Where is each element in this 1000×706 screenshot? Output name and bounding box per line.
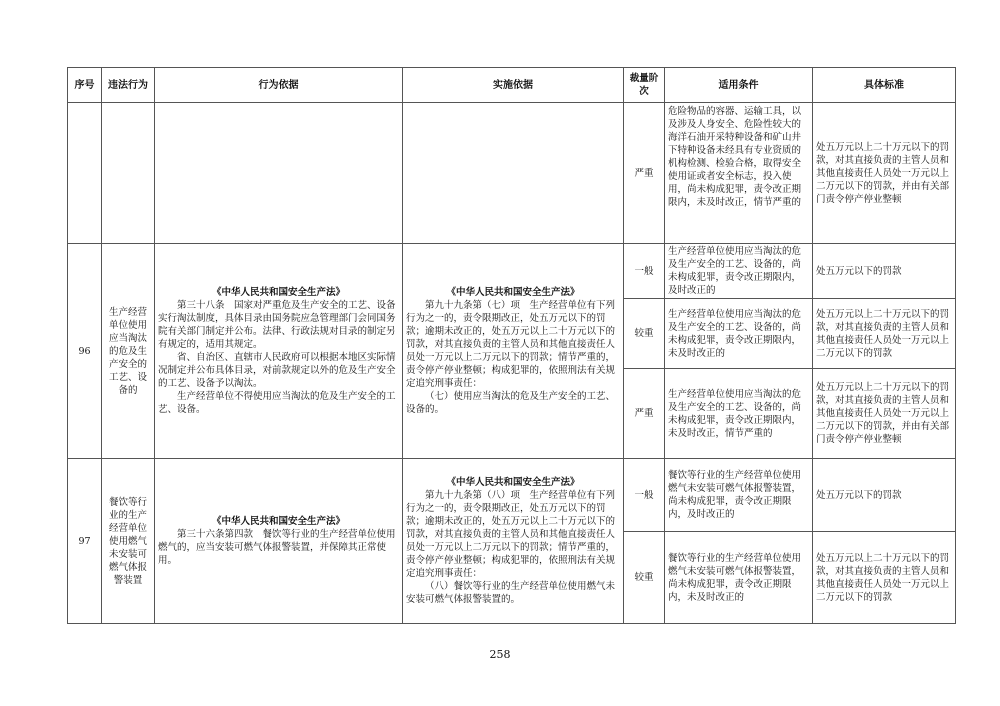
cell-standard: 处五万元以下的罚款 <box>813 244 956 299</box>
impl-paragraph: 第九十九条第（八）项 生产经营单位有下列行为之一的，责令限期改正，处五万元以下的罚款；逾期未改正的，处五万元以上二十万元以下的罚款，对其直接负责的主管人员和其他直接责任人员处一万元以上二万元以下的罚款；情节严重的，责令停产停业整顿；构成犯罪的，依照刑法有关规定追究刑事责任： <box>406 490 616 579</box>
col-header-standard: 具体标准 <box>813 68 956 103</box>
cell-standard: 处五万元以上二十万元以下的罚款，对其直接负责的主管人员和其他直接责任人员处一万元以上二万元以下的罚款 <box>813 299 956 369</box>
impl-paragraph: 第九十九条第（七）项 生产经营单位有下列行为之一的，责令限期改正，处五万元以下的罚款；逾期未改正的，处五万元以上二十万元以下的罚款，对其直接负责的主管人员和其他直接责任人员处一万元以上二万元以下的罚款；情节严重的，责令停产停业整顿；构成犯罪的，依照刑法有关规定追究刑事责任： <box>406 300 616 389</box>
cell-implementation <box>403 459 624 624</box>
cell-number: 96 <box>68 244 102 459</box>
cell-condition: 餐饮等行业的生产经营单位使用燃气未安装可燃气体报警装置，尚未构成犯罪，责令改正期限内，未及时改正的 <box>665 532 813 624</box>
cell-behavior: 餐饮等行业的生产经营单位使用燃气未安装可燃气体报警装置 <box>102 459 155 624</box>
cell-condition: 危险物品的容器、运输工具，以及涉及人身安全、危险性较大的海洋石油开采特种设备和矿山井下特种设备未经具有专业资质的机构检测、检验合格，取得安全使用证或者安全标志，投入使用，尚未构成犯罪，责令改正期限内，未及时改正，情节严重的 <box>665 103 813 244</box>
col-header-level: 裁量阶次 <box>624 68 665 103</box>
impl-paragraph: （八）餐饮等行业的生产经营单位使用燃气未安装可燃气体报警装置的。 <box>406 581 616 605</box>
col-header-behavior: 违法行为 <box>102 68 155 103</box>
cell-impl-empty <box>403 103 624 244</box>
cell-condition: 生产经营单位使用应当淘汰的危及生产安全的工艺、设备的，尚未构成犯罪，责令改正期限内，未及时改正的 <box>665 299 813 369</box>
table-row-continued <box>68 103 956 244</box>
basis-law-title: 《中华人民共和国安全生产法》 <box>211 287 345 298</box>
cell-level: 一般 <box>624 244 665 299</box>
cell-implementation <box>403 244 624 459</box>
cell-behavior: 生产经营单位使用应当淘汰的危及生产安全的工艺、设备的 <box>102 244 155 459</box>
cell-basis <box>155 244 403 459</box>
cell-level: 严重 <box>624 369 665 459</box>
cell-standard: 处五万元以上二十万元以下的罚款，对其直接负责的主管人员和其他直接责任人员处一万元以上二万元以下的罚款 <box>813 532 956 624</box>
basis-law-title: 《中华人民共和国安全生产法》 <box>211 516 345 527</box>
col-header-number: 序号 <box>68 68 102 103</box>
table-row-96 <box>68 244 956 299</box>
table-row-97 <box>68 459 956 532</box>
cell-standard: 处五万元以下的罚款 <box>813 459 956 532</box>
col-header-basis: 行为依据 <box>155 68 403 103</box>
penalty-standards-table <box>67 67 956 624</box>
cell-condition: 生产经营单位使用应当淘汰的危及生产安全的工艺、设备的，尚未构成犯罪，责令改正期限内，及时改正的 <box>665 244 813 299</box>
page-number: 258 <box>489 648 511 661</box>
cell-behavior-empty <box>102 103 155 244</box>
cell-standard: 处五万元以上二十万元以下的罚款，对其直接负责的主管人员和其他直接责任人员处一万元以上二万元以下的罚款，并由有关部门责令停产停业整顿 <box>813 369 956 459</box>
cell-standard: 处五万元以上二十万元以下的罚款，对其直接负责的主管人员和其他直接责任人员处一万元以上二万元以下的罚款，并由有关部门责令停产停业整顿 <box>813 103 956 244</box>
col-header-condition: 适用条件 <box>665 68 813 103</box>
cell-level: 一般 <box>624 459 665 532</box>
basis-paragraph: 省、自治区、直辖市人民政府可以根据本地区实际情况制定并公布具体目录，对前款规定以外的危及生产安全的工艺、设备予以淘汰。 <box>158 352 396 389</box>
cell-condition: 生产经营单位使用应当淘汰的危及生产安全的工艺、设备的，尚未构成犯罪，责令改正期限内，未及时改正，情节严重的 <box>665 369 813 459</box>
basis-paragraph: 生产经营单位不得使用应当淘汰的危及生产安全的工艺、设备。 <box>158 391 396 415</box>
col-header-implementation: 实施依据 <box>403 68 624 103</box>
cell-basis-empty <box>155 103 403 244</box>
cell-number-empty <box>68 103 102 244</box>
basis-paragraph: 第三十六条第四款 餐饮等行业的生产经营单位使用燃气的，应当安装可燃气体报警装置，并保障其正常使用。 <box>158 529 396 566</box>
cell-level: 较重 <box>624 532 665 624</box>
impl-law-title: 《中华人民共和国安全生产法》 <box>446 477 580 488</box>
cell-number: 97 <box>68 459 102 624</box>
impl-law-title: 《中华人民共和国安全生产法》 <box>446 287 580 298</box>
cell-level: 较重 <box>624 299 665 369</box>
impl-paragraph: （七）使用应当淘汰的危及生产安全的工艺、设备的。 <box>406 391 616 415</box>
cell-condition: 餐饮等行业的生产经营单位使用燃气未安装可燃气体报警装置，尚未构成犯罪，责令改正期限内，及时改正的 <box>665 459 813 532</box>
cell-basis <box>155 459 403 624</box>
basis-paragraph: 第三十八条 国家对严重危及生产安全的工艺、设备实行淘汰制度，具体目录由国务院应急管理部门会同国务院有关部门制定并公布。法律、行政法规对目录的制定另有规定的，适用其规定。 <box>158 300 396 350</box>
header-row <box>68 68 956 103</box>
cell-level: 严重 <box>624 103 665 244</box>
